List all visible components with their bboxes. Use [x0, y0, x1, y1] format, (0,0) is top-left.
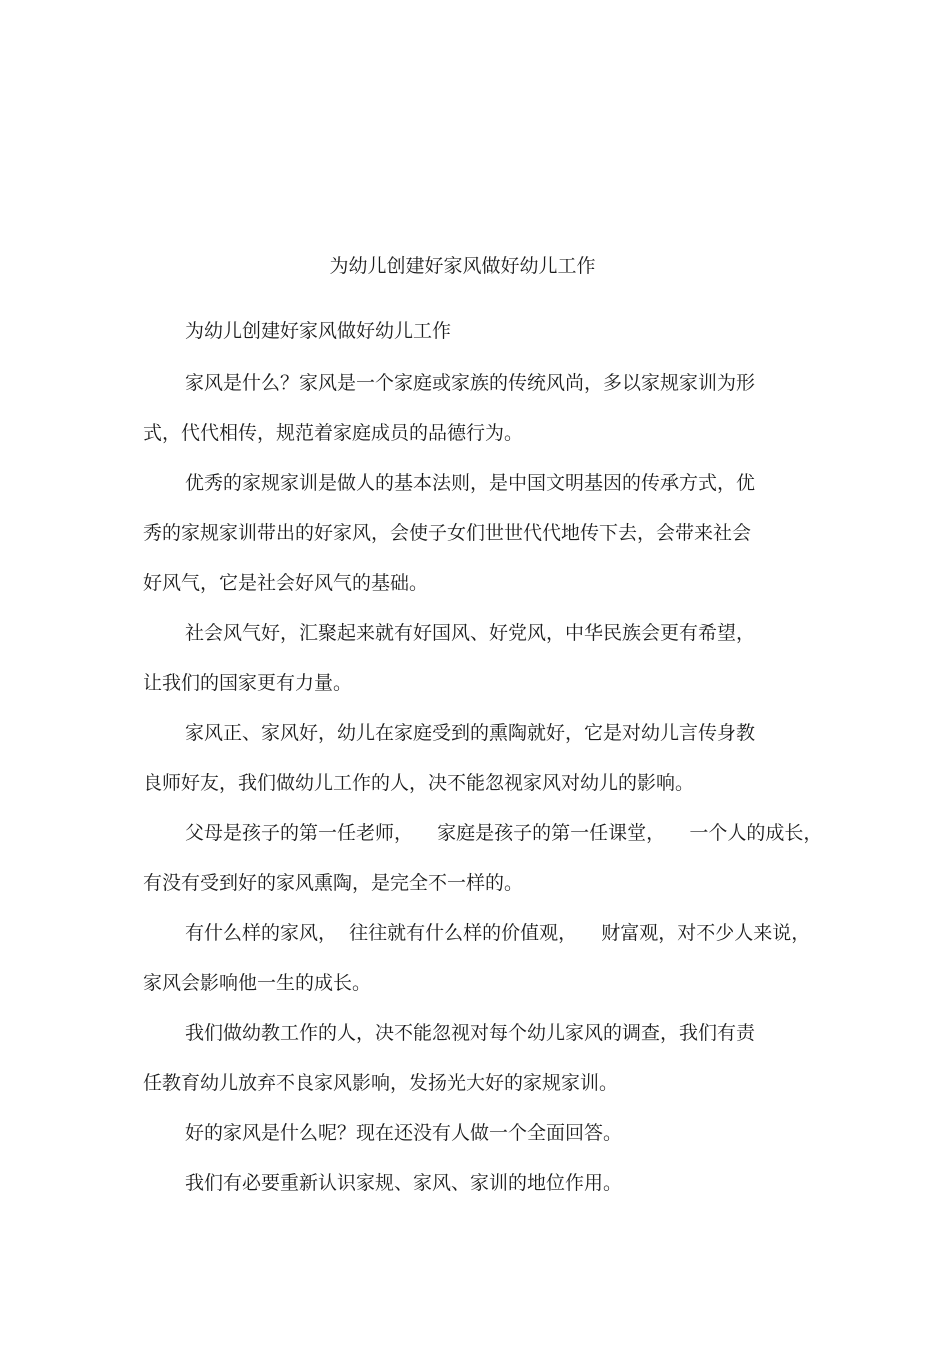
- paragraph-line: 有没有受到好的家风熏陶，是完全不一样的。: [143, 872, 524, 894]
- paragraph-line: 任教育幼儿放弃不良家风影响，发扬光大好的家规家训。: [143, 1072, 619, 1094]
- paragraph-line: 家风会影响他一生的成长。: [143, 972, 372, 994]
- paragraph-line: 良师好友，我们做幼儿工作的人，决不能忽视家风对幼儿的影响。: [143, 772, 695, 794]
- paragraph-line: 有什么样的家风， 往往就有什么样的价值观， 财富观，对不少人来说，: [185, 922, 811, 944]
- subtitle-line: 为幼儿创建好家风做好幼儿工作: [185, 320, 452, 342]
- paragraph-line: 让我们的国家更有力量。: [143, 672, 353, 694]
- paragraph-line: 家风是什么？家风是一个家庭或家族的传统风尚，多以家规家训为形: [185, 372, 756, 394]
- paragraph-line: 好风气，它是社会好风气的基础。: [143, 572, 429, 594]
- paragraph-line: 秀的家规家训带出的好家风，会使子女们世世代代地传下去，会带来社会: [143, 522, 752, 544]
- paragraph-line: 好的家风是什么呢？现在还没有人做一个全面回答。: [185, 1122, 623, 1144]
- paragraph-line: 优秀的家规家训是做人的基本法则，是中国文明基因的传承方式，优: [185, 472, 756, 494]
- paragraph-line: 我们有必要重新认识家规、家风、家训的地位作用。: [185, 1172, 623, 1194]
- paragraph-line: 式，代代相传，规范着家庭成员的品德行为。: [143, 422, 524, 444]
- paragraph-line: 我们做幼教工作的人，决不能忽视对每个幼儿家风的调查，我们有责: [185, 1022, 756, 1044]
- paragraph-line: 父母是孩子的第一任老师， 家庭是孩子的第一任课堂， 一个人的成长，: [185, 822, 823, 844]
- paragraph-line: 社会风气好，汇聚起来就有好国风、好党风，中华民族会更有希望，: [185, 622, 756, 644]
- paragraph-line: 家风正、家风好，幼儿在家庭受到的熏陶就好，它是对幼儿言传身教: [185, 722, 756, 744]
- document-title: 为幼儿创建好家风做好幼儿工作: [329, 255, 596, 277]
